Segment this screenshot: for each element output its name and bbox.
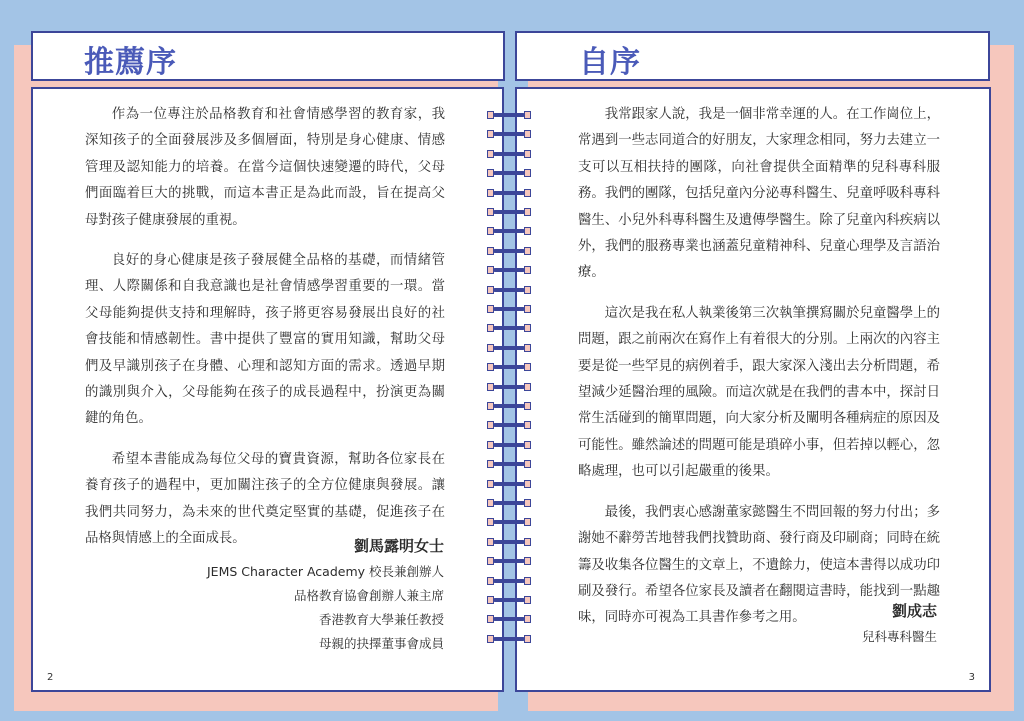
binding-ring [487, 111, 531, 119]
binding-hole [524, 441, 531, 449]
binding-ring [487, 557, 531, 565]
binding-hole [524, 111, 531, 119]
binding-wire [493, 229, 525, 233]
binding-wire [493, 423, 525, 427]
binding-wire [493, 598, 525, 602]
binding-wire [493, 326, 525, 330]
binding-hole [524, 150, 531, 158]
binding-wire [493, 443, 525, 447]
left-paragraph-1: 作為一位專注於品格教育和社會情感學習的教育家，我深知孩子的全面發展涉及多個層面，特別是身心健康、情感管理及認知能力的培養。在當今這個快速變遷的時代，父母們面臨着巨大的挑戰，而這本書正是為此而設，旨在提高父母對孩子健康發展的重視。 [85, 107, 445, 228]
binding-ring [487, 286, 531, 294]
binding-hole [524, 577, 531, 585]
binding-hole [524, 247, 531, 255]
right-signature [737, 597, 937, 649]
right-page [515, 87, 991, 692]
binding-hole [524, 169, 531, 177]
binding-ring [487, 615, 531, 623]
binding-hole [524, 518, 531, 526]
binding-ring [487, 383, 531, 391]
binding-wire [493, 346, 525, 350]
binding-hole [524, 305, 531, 313]
binding-hole [524, 286, 531, 294]
binding-wire [493, 520, 525, 524]
left-page [31, 87, 504, 692]
binding-hole [524, 266, 531, 274]
binding-hole [524, 615, 531, 623]
binding-ring [487, 266, 531, 274]
binding-ring [487, 324, 531, 332]
binding-wire [493, 288, 525, 292]
binding-wire [493, 365, 525, 369]
binding-ring [487, 130, 531, 138]
right-page-title: 自序 [579, 45, 641, 80]
left-signature-title: 香港教育大學兼任教授 [318, 612, 444, 627]
binding-wire [493, 113, 525, 117]
binding-hole [524, 363, 531, 371]
binding-wire [493, 385, 525, 389]
binding-ring [487, 402, 531, 410]
binding-wire [493, 210, 525, 214]
binding-ring [487, 441, 531, 449]
binding-ring [487, 421, 531, 429]
left-signature-title: 品格教育協會創辦人兼主席 [293, 588, 444, 603]
binding-wire [493, 307, 525, 311]
binding-hole [524, 480, 531, 488]
right-paragraph-1: 我常跟家人說，我是一個非常幸運的人。在工作崗位上，常遇到一些志同道合的好朋友，大家理念相同，努力去建立一支可以互相扶持的團隊，向社會提供全面精準的兒科專科服務。我們的團隊，包括兒童內分泌專科醫生、兒童呼吸科專科醫生、小兒外科專科醫生及遺傳學醫生。除了兒童內科疾病以外，我們的服務專業也涵蓋兒童精神科、兒童心理學及言語治療。 [578, 107, 940, 281]
binding-wire [493, 501, 525, 505]
binding-wire [493, 482, 525, 486]
binding-wire [493, 617, 525, 621]
binding-wire [493, 637, 525, 641]
binding-ring [487, 596, 531, 604]
binding-wire [493, 268, 525, 272]
binding-wire [493, 462, 525, 466]
binding-ring [487, 538, 531, 546]
binding-hole [524, 557, 531, 565]
binding-hole [524, 421, 531, 429]
binding-hole [524, 344, 531, 352]
binding-wire [493, 404, 525, 408]
left-page-number: 2 [47, 672, 54, 683]
binding-wire [493, 559, 525, 563]
binding-ring [487, 499, 531, 507]
left-body [85, 102, 445, 567]
binding-ring [487, 363, 531, 371]
binding-ring [487, 208, 531, 216]
binding-wire [493, 540, 525, 544]
right-body [578, 102, 940, 646]
binding-hole [524, 324, 531, 332]
binding-ring [487, 150, 531, 158]
binding-hole [524, 130, 531, 138]
left-signature-name: 劉馬露明女士 [353, 537, 444, 555]
binding-hole [524, 383, 531, 391]
left-signature-title: JEMS Character Academy 校長兼創辦人 [207, 564, 444, 579]
binding-hole [524, 208, 531, 216]
left-signature [124, 532, 444, 656]
binding-wire [493, 171, 525, 175]
binding-ring [487, 577, 531, 585]
binding-hole [524, 596, 531, 604]
right-paragraph-3: 最後，我們衷心感謝董家懿醫生不問回報的努力付出；多謝她不辭勞苦地替我們找贊助商、發行商及印刷商；同時在統籌及收集各位醫生的文章上，不遺餘力，使這本書得以成功印刷及發行。希望各位家長及讀者在翻閱這書時，能找到一點趣味，同時亦可視為工具書作參考之用。 [578, 504, 940, 626]
binding-wire [493, 152, 525, 156]
binding-hole [524, 227, 531, 235]
binding-ring [487, 189, 531, 197]
left-signature-title: 母親的抉擇董事會成員 [318, 636, 444, 651]
right-page-number: 3 [968, 672, 975, 683]
binding-hole [524, 499, 531, 507]
binding-ring [487, 247, 531, 255]
binding-hole [524, 189, 531, 197]
binding-ring [487, 305, 531, 313]
binding-hole [524, 538, 531, 546]
binding-wire [493, 191, 525, 195]
binding-wire [493, 579, 525, 583]
binding-ring [487, 635, 531, 643]
binding-hole [524, 460, 531, 468]
binding-ring [487, 480, 531, 488]
right-signature-name: 劉成志 [891, 602, 937, 620]
binding-wire [493, 249, 525, 253]
left-paragraph-2: 良好的身心健康是孩子發展健全品格的基礎，而情緒管理、人際關係和自我意識也是社會情感學習重要的一環。當父母能夠提供支持和理解時，孩子將更容易發展出良好的社會技能和情感韌性。書中提供了豐富的實用知識，幫助父母們及早識別孩子在身體、心理和認知方面的需求。透過早期的識別與介入，父母能夠在孩子的成長過程中，扮演更為關鍵的角色。 [85, 253, 445, 427]
left-paragraph-3: 希望本書能成為每位父母的寶貴資源，幫助各位家長在養育孩子的過程中，更加關注孩子的全方位健康與發展。讓我們共同努力，為未來的世代奠定堅實的基礎，促進孩子在品格與情感上的全面成長。 [85, 451, 445, 547]
left-page-title: 推薦序 [84, 45, 177, 80]
binding-ring [487, 227, 531, 235]
binding-ring [487, 460, 531, 468]
binding-hole [524, 402, 531, 410]
right-paragraph-2: 這次是我在私人執業後第三次執筆撰寫關於兒童醫學上的問題，跟之前兩次在寫作上有着很大的分別。上兩次的內容主要是從一些罕見的病例着手，跟大家深入淺出去分析問題，希望減少延醫治理的風險。而這次就是在我們的書本中，探討日常生活碰到的簡單問題，向大家分析及闡明各種病症的原因及可能性。雖然論述的問題可能是瑣碎小事，但若掉以輕心，忽略處理，也可以引起嚴重的後果。 [578, 305, 940, 480]
binding-hole [524, 635, 531, 643]
binding-ring [487, 344, 531, 352]
binding-ring [487, 169, 531, 177]
right-signature-title: 兒科專科醫生 [861, 629, 937, 644]
binding-ring [487, 518, 531, 526]
binding-wire [493, 132, 525, 136]
